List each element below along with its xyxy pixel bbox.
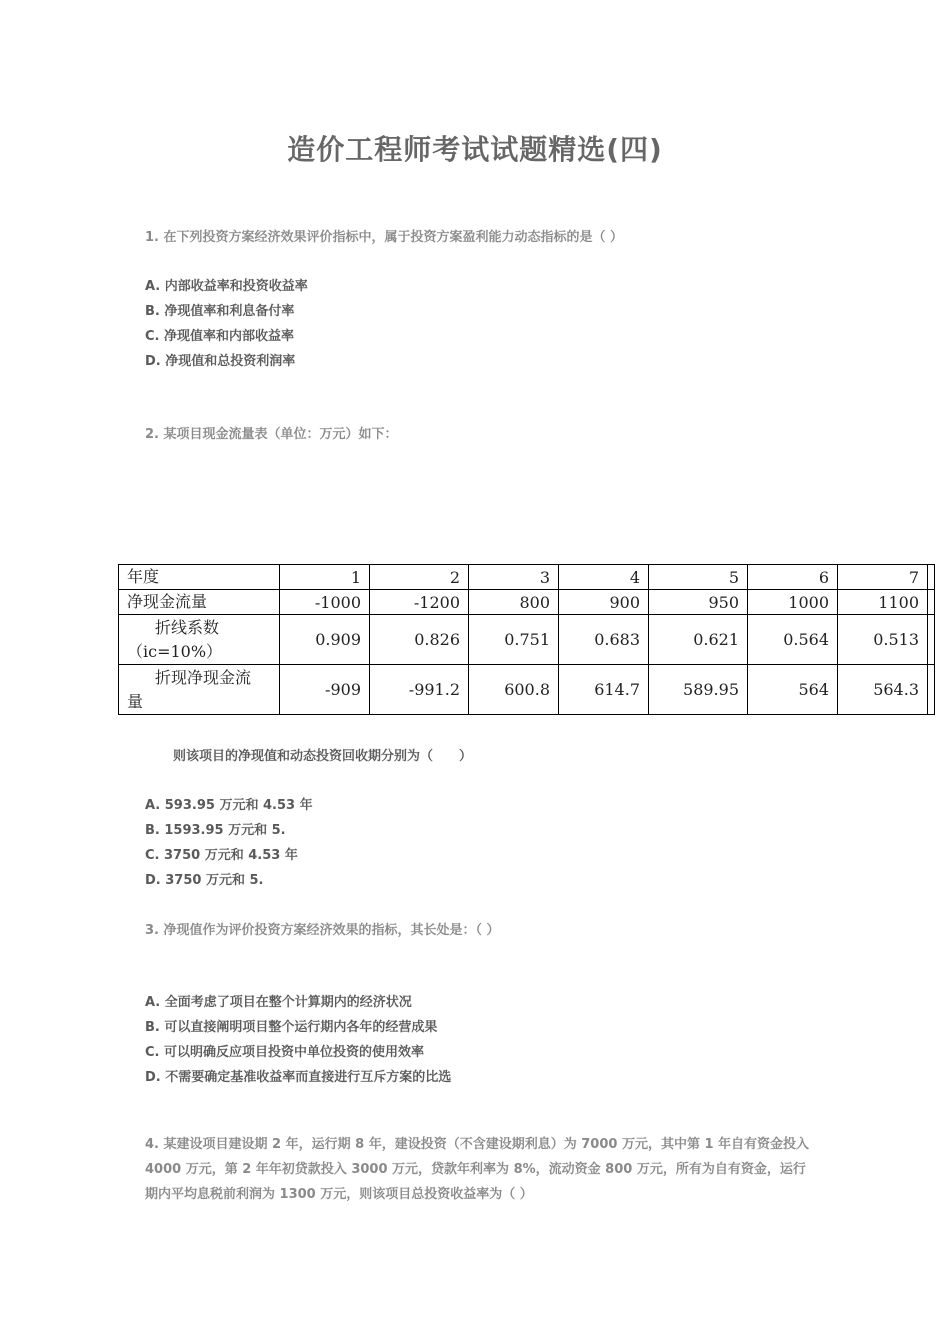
table-cell-empty (928, 565, 935, 590)
table-cell: 1100 (838, 590, 928, 615)
table-cell: -909 (280, 665, 370, 715)
table-cell: 564 (748, 665, 838, 715)
table-row-label-sub: （ic=10%） (127, 641, 223, 661)
question-2-stem: 2. 某项目现金流量表（单位：万元）如下： (145, 427, 398, 442)
table-cell: 0.513 (838, 615, 928, 665)
question-1-option-d: D. 净现值和总投资利润率 (145, 354, 296, 369)
question-2-option-b: B. 1593.95 万元和 5. (145, 823, 286, 838)
table-cell: 0.683 (559, 615, 649, 665)
table-cell: 6 (748, 565, 838, 590)
table-cell: 614.7 (559, 665, 649, 715)
table-cell: 2 (370, 565, 469, 590)
table-cell: 0.826 (370, 615, 469, 665)
question-1-option-b: B. 净现值率和利息备付率 (145, 304, 295, 319)
page-title: 造价工程师考试试题精选(四) (287, 133, 663, 166)
table-row-label-main: 折现净现金流 (155, 667, 252, 687)
table-cell-empty (928, 615, 935, 665)
table-cell: 950 (649, 590, 748, 615)
table-cell: 800 (469, 590, 559, 615)
table-row-net-cash-flow (119, 590, 935, 615)
question-2-prompt: 则该项目的净现值和动态投资回收期分别为（ ） (173, 749, 473, 764)
table-cell: 1 (280, 565, 370, 590)
question-2-option-c: C. 3750 万元和 4.53 年 (145, 848, 298, 863)
table-cell: -1000 (280, 590, 370, 615)
table-cell: -991.2 (370, 665, 469, 715)
table-cell: 1000 (748, 590, 838, 615)
table-cell: 3 (469, 565, 559, 590)
table-header-label: 年度 (119, 565, 280, 590)
table-row-label (119, 665, 280, 715)
table-cell-empty (928, 665, 935, 715)
cash-flow-table (118, 564, 935, 715)
question-1-stem: 1. 在下列投资方案经济效果评价指标中，属于投资方案盈利能力动态指标的是（ ） (145, 230, 624, 245)
table-row-label: 净现金流量 (119, 590, 280, 615)
table-row-label-main: 折线系数 (155, 617, 220, 637)
question-3-option-a: A. 全面考虑了项目在整个计算期内的经济状况 (145, 995, 412, 1010)
question-3-option-b: B. 可以直接阐明项目整个运行期内各年的经营成果 (145, 1020, 438, 1035)
question-1-option-c: C. 净现值率和内部收益率 (145, 329, 295, 344)
table-row-year (119, 565, 935, 590)
table-row-discount-factor (119, 615, 935, 665)
question-3-option-d: D. 不需要确定基准收益率而直接进行互斥方案的比选 (145, 1070, 452, 1085)
table-cell: 0.564 (748, 615, 838, 665)
table-row-label (119, 615, 280, 665)
question-2-option-a: A. 593.95 万元和 4.53 年 (145, 798, 313, 813)
table-row-label-sub: 量 (127, 691, 144, 711)
table-cell-empty (928, 590, 935, 615)
table-cell: 0.751 (469, 615, 559, 665)
question-3-stem: 3. 净现值作为评价投资方案经济效果的指标，其长处是：（ ） (145, 923, 500, 938)
table-cell: -1200 (370, 590, 469, 615)
question-1-option-a: A. 内部收益率和投资收益率 (145, 279, 308, 294)
table-cell: 5 (649, 565, 748, 590)
table-cell: 0.621 (649, 615, 748, 665)
table-row-discounted-cash-flow (119, 665, 935, 715)
question-2-option-d: D. 3750 万元和 5. (145, 873, 264, 888)
table-cell: 564.3 (838, 665, 928, 715)
table-cell: 589.95 (649, 665, 748, 715)
question-4-stem: 4. 某建设项目建设期 2 年，运行期 8 年，建设投资（不含建设期利息）为 7000 万元，其中第 1 年自有资金投入 4000 万元，第 2 年年初贷款投入 3000 万元，贷款年利率为 8%，流动资金 800 万元，所有为自有资金，运行期内平均息税前利润为 1300 万元，则该项目总投资收益率为（ ） (145, 1137, 810, 1202)
question-3-option-c: C. 可以明确反应项目投资中单位投资的使用效率 (145, 1045, 425, 1060)
table-cell: 0.909 (280, 615, 370, 665)
table-cell: 7 (838, 565, 928, 590)
table-cell: 600.8 (469, 665, 559, 715)
table-cell: 4 (559, 565, 649, 590)
table-cell: 900 (559, 590, 649, 615)
